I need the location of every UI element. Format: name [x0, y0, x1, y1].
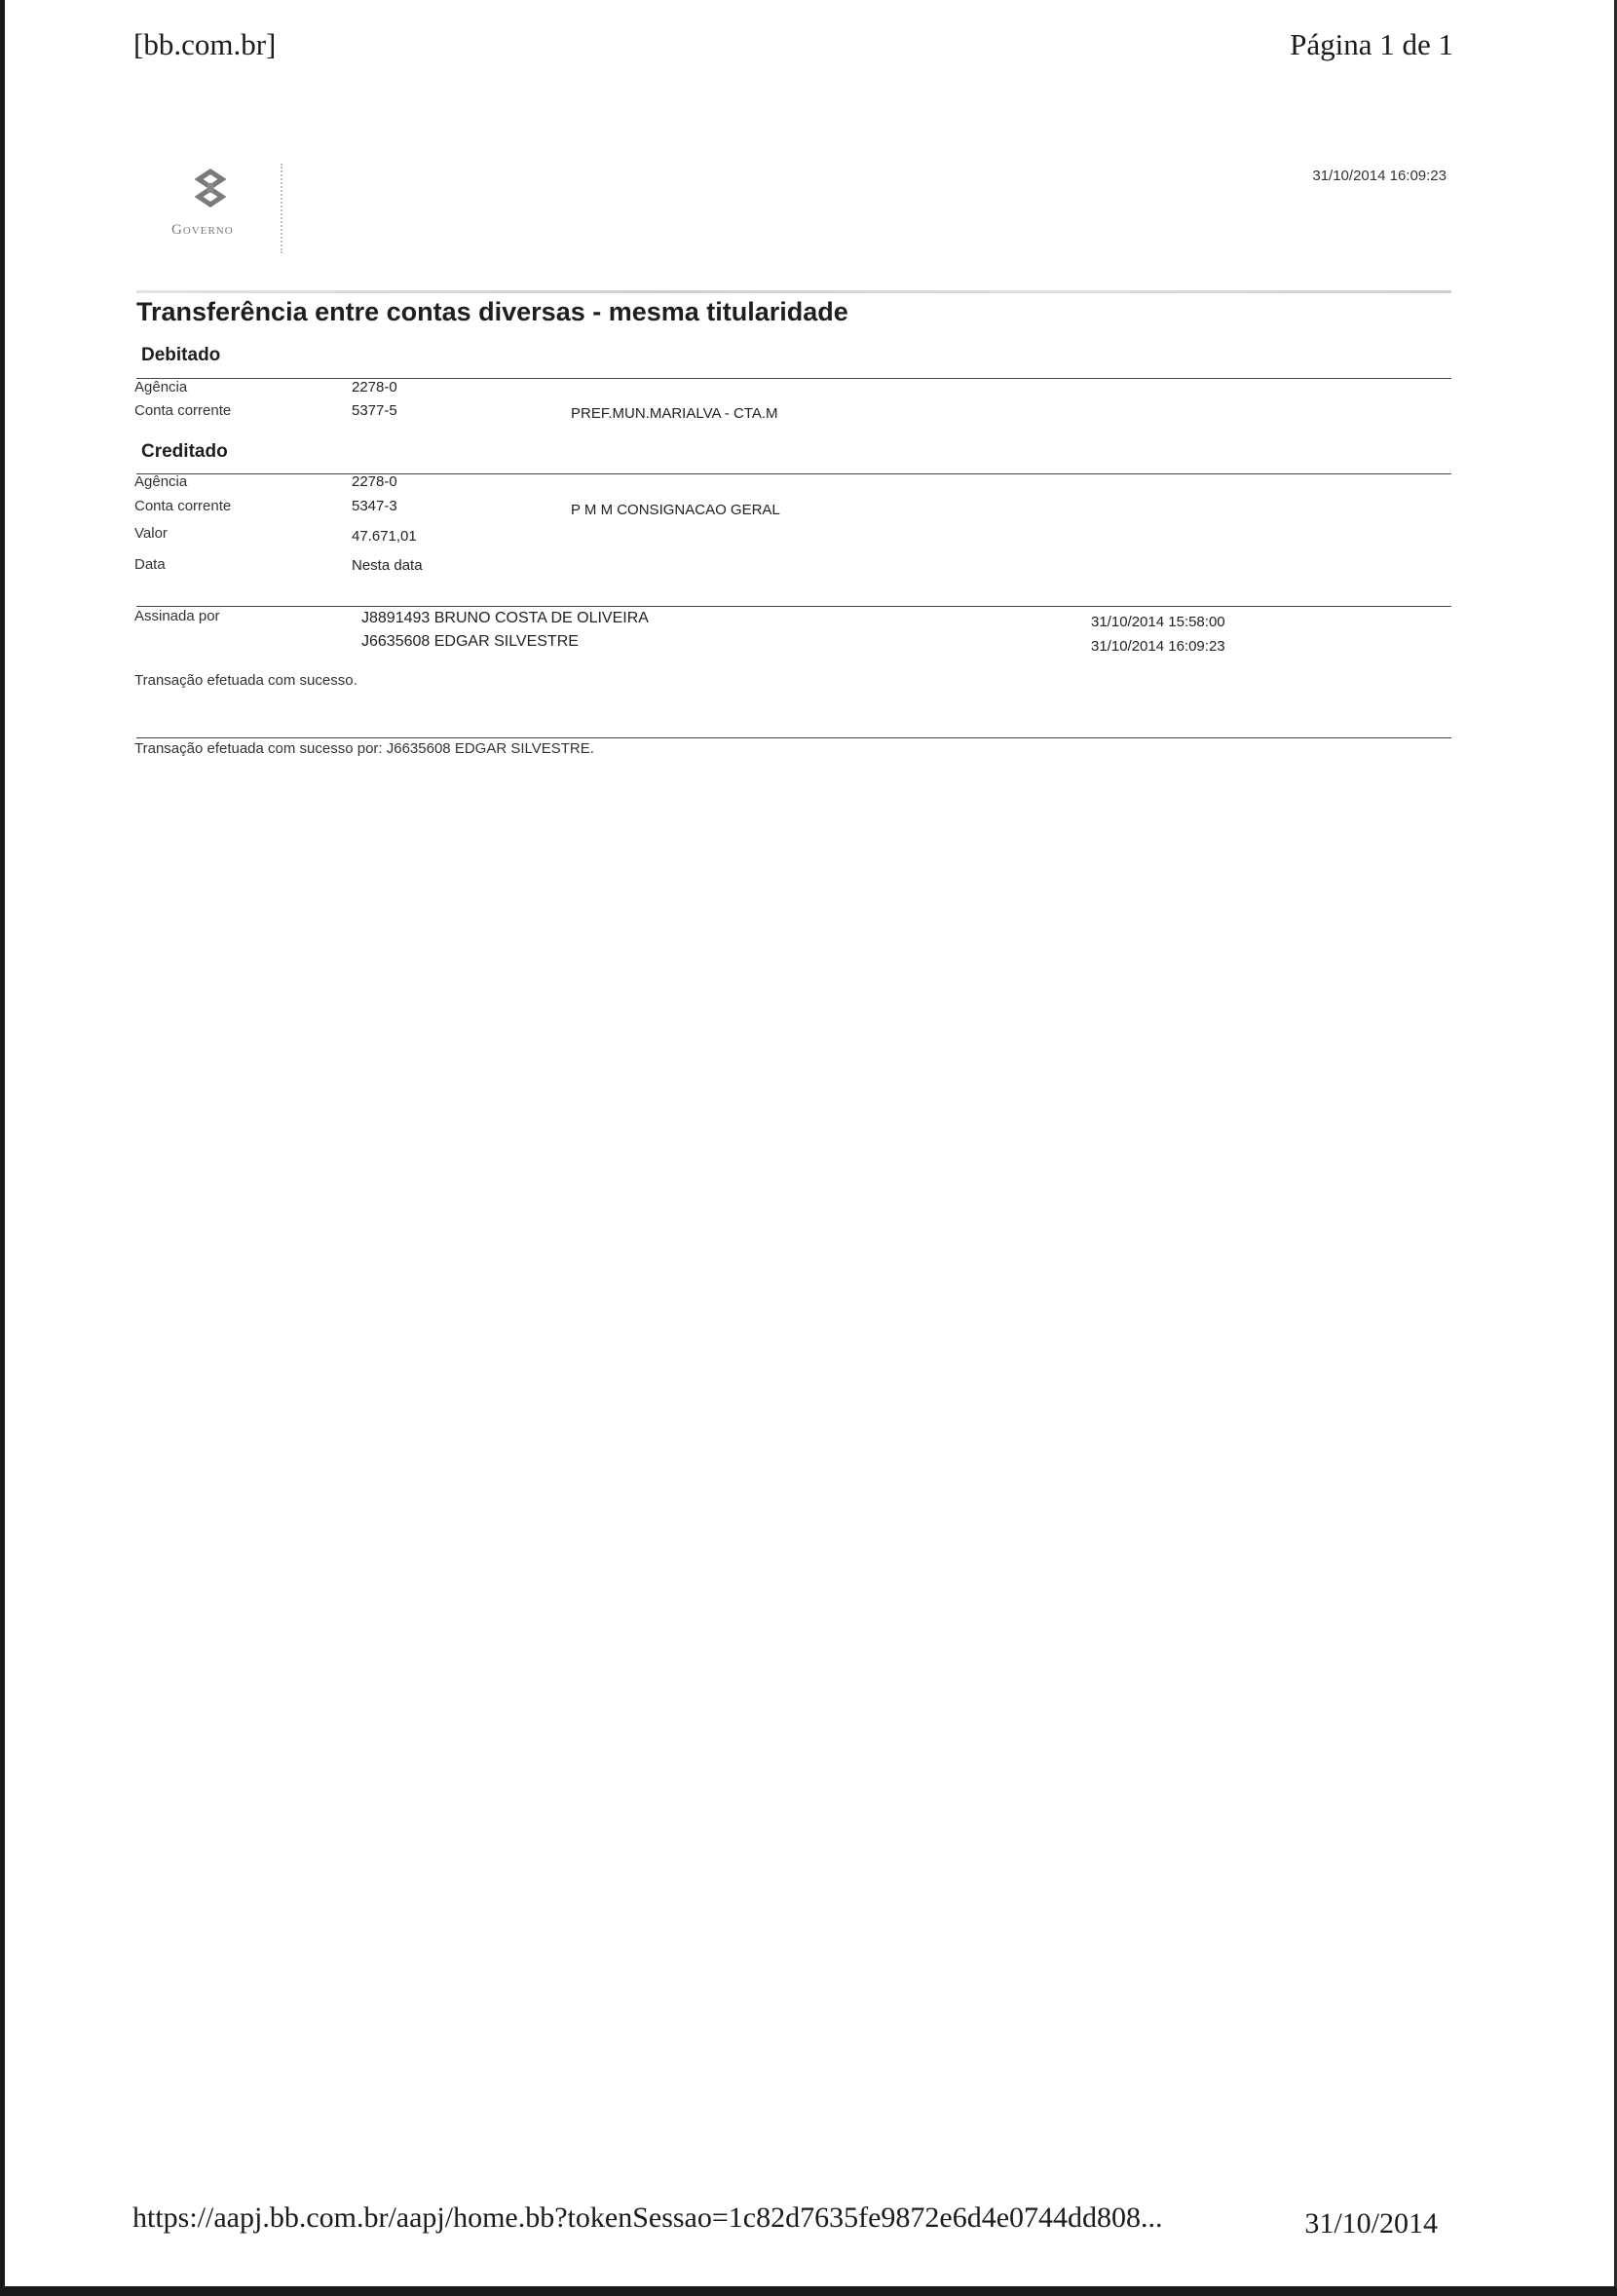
- creditado-divider: [136, 473, 1451, 474]
- print-header-page-number: Página 1 de 1: [1290, 27, 1453, 61]
- status-by-message: Transação efetuada com sucesso por: J6635608 EDGAR SILVESTRE.: [134, 740, 594, 757]
- valor-label: Valor: [134, 525, 168, 542]
- debitado-titular: PREF.MUN.MARIALVA - CTA.M: [571, 405, 778, 422]
- debitado-divider: [136, 378, 1451, 379]
- bank-logo: [136, 164, 282, 253]
- data-label: Data: [134, 556, 166, 573]
- creditado-heading: Creditado: [141, 441, 228, 462]
- creditado-agencia-value: 2278-0: [352, 473, 397, 490]
- print-footer-url: https://aapj.bb.com.br/aapj/home.bb?tokenSessao=1c82d7635fe9872e6d4e0744dd808...: [132, 2202, 1163, 2234]
- print-header-site: [bb.com.br]: [133, 27, 277, 61]
- print-footer: [132, 2202, 1438, 2240]
- data-value: Nesta data: [352, 557, 423, 574]
- logo-text: Governo: [171, 222, 234, 238]
- print-header: [133, 21, 1453, 70]
- signer-date: 31/10/2014 15:58:00: [1091, 614, 1225, 630]
- scan-edge-left: [0, 0, 5, 2296]
- signer-name: J8891493 BRUNO COSTA DE OLIVEIRA: [361, 610, 649, 626]
- creditado-titular: P M M CONSIGNACAO GERAL: [571, 502, 780, 518]
- print-footer-date: 31/10/2014: [1304, 2207, 1438, 2240]
- debitado-conta-value: 5377-5: [352, 402, 397, 419]
- debitado-agencia-value: 2278-0: [352, 379, 397, 395]
- header-divider: [136, 290, 1451, 293]
- debitado-agencia-label: Agência: [134, 379, 188, 395]
- scan-edge-bottom: [0, 2286, 1617, 2296]
- creditado-agencia-label: Agência: [134, 473, 188, 490]
- bb-logo-icon: [191, 168, 230, 218]
- creditado-conta-value: 5347-3: [352, 498, 397, 514]
- debitado-conta-label: Conta corrente: [134, 402, 232, 419]
- report-timestamp: 31/10/2014 16:09:23: [1312, 168, 1447, 184]
- page-title: Transferência entre contas diversas - mesma titularidade: [136, 297, 848, 326]
- signer-date: 31/10/2014 16:09:23: [1091, 638, 1225, 655]
- debitado-heading: Debitado: [141, 345, 221, 365]
- valor-value: 47.671,01: [352, 528, 417, 545]
- assinaturas-divider: [136, 606, 1451, 607]
- status-message: Transação efetuada com sucesso.: [134, 672, 357, 689]
- status-divider: [136, 737, 1451, 738]
- signer-name: J6635608 EDGAR SILVESTRE: [361, 633, 579, 650]
- assinada-por-label: Assinada por: [134, 608, 220, 624]
- creditado-conta-label: Conta corrente: [134, 498, 232, 514]
